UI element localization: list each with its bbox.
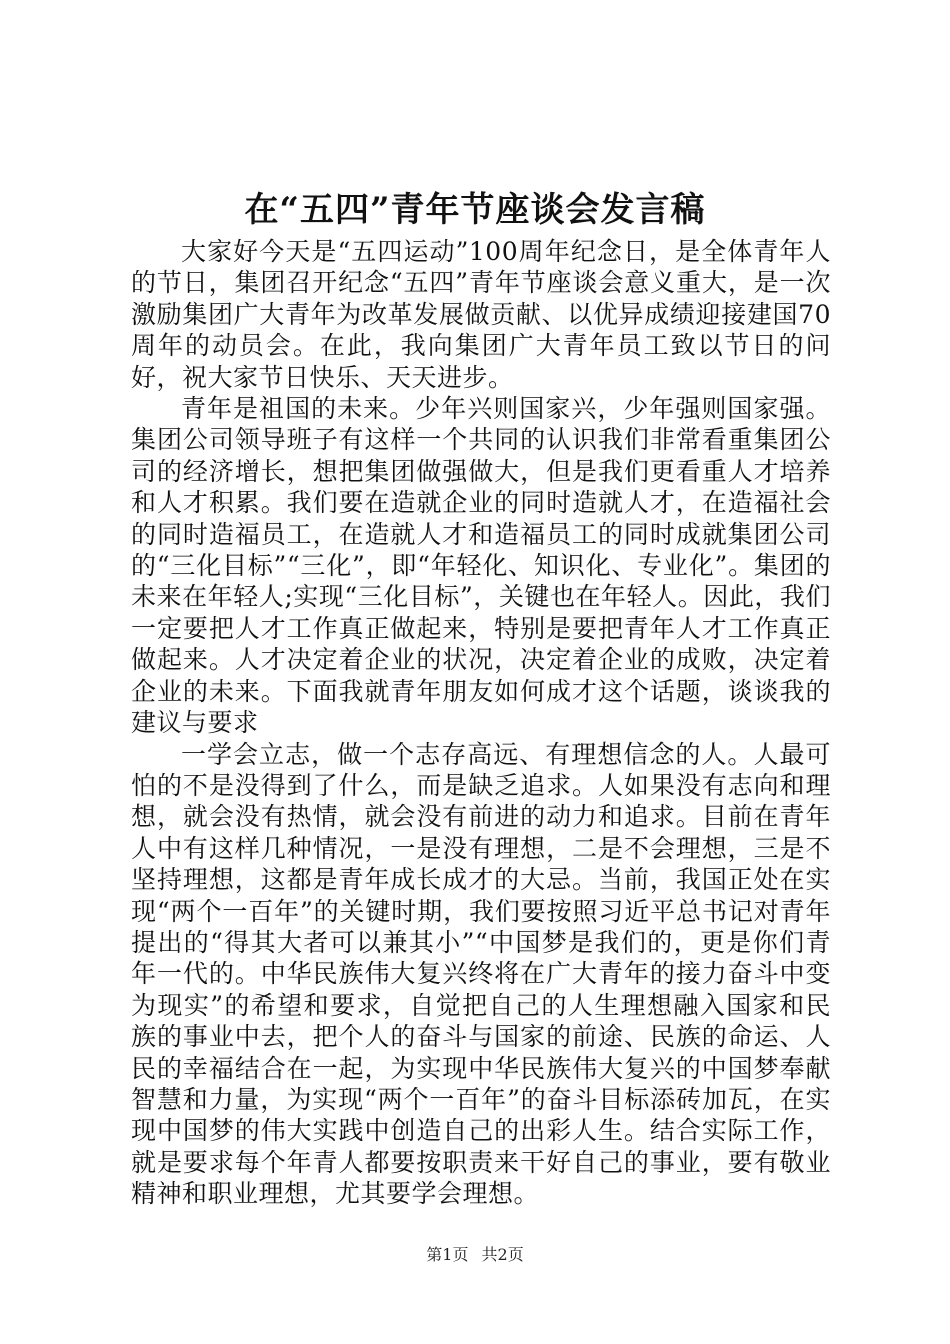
page-number: 第1页 — [426, 1245, 469, 1264]
paragraph-3: 一学会立志，做一个志存高远、有理想信念的人。人最可怕的不是没得到了什么，而是缺乏追求。人如果没有志向和理想，就会没有热情，就会没有前进的动力和追求。目前在青年人中有这样几种情况，一是没有理想，二是不会理想，三是不坚持理想，这都是青年成长成才的大忌。当前，我国正处在实现“两个一百年”的关键时期，我们要按照习近平总书记对青年提出的“得其大者可以兼其小”“中国梦是我们的，更是你们青年一代的。中华民族伟大复兴终将在广大青年的接力奋斗中变为现实”的希望和要求，自觉把自己的人生理想融入国家和民族的事业中去，把个人的奋斗与国家的前途、民族的命运、人民的幸福结合在一起，为实现中华民族伟大复兴的中国梦奉献智慧和力量，为实现“两个一百年”的奋斗目标添砖加瓦，在实现中国梦的伟大实践中创造自己的出彩人生。结合实际工作，就是要求每个年青人都要按职责来干好自己的事业，要有敬业精神和职业理想，尤其要学会理想。 — [131, 739, 831, 1209]
document-body — [131, 236, 831, 1210]
paragraph-1: 大家好今天是“五四运动”100周年纪念日，是全体青年人的节日，集团召开纪念“五四”青年节座谈会意义重大，是一次激励集团广大青年为改革发展做贡献、以优异成绩迎接建国70周年的动员会。在此，我向集团广大青年员工致以节日的问好，祝大家节日快乐、天天进步。 — [131, 237, 831, 392]
page-total: 共2页 — [481, 1245, 524, 1264]
paragraph-2: 青年是祖国的未来。少年兴则国家兴，少年强则国家强。集团公司领导班子有这样一个共同的认识我们非常看重集团公司的经济增长，想把集团做强做大，但是我们更看重人才培养和人才积累。我们要在造就企业的同时造就人才，在造福社会的同时造福员工，在造就人才和造福员工的同时成就集团公司的“三化目标”“三化”，即“年轻化、知识化、专业化”。集团的未来在年轻人;实现“三化目标”，关键也在年轻人。因此，我们一定要把人才工作真正做起来，特别是要把青年人才工作真正做起来。人才决定着企业的状况，决定着企业的成败，决定着企业的未来。下面我就青年朋友如何成才这个话题，谈谈我的建议与要求 — [131, 394, 831, 738]
document-title: 在“五四”青年节座谈会发言稿 — [244, 190, 706, 230]
page-footer — [0, 1244, 950, 1266]
